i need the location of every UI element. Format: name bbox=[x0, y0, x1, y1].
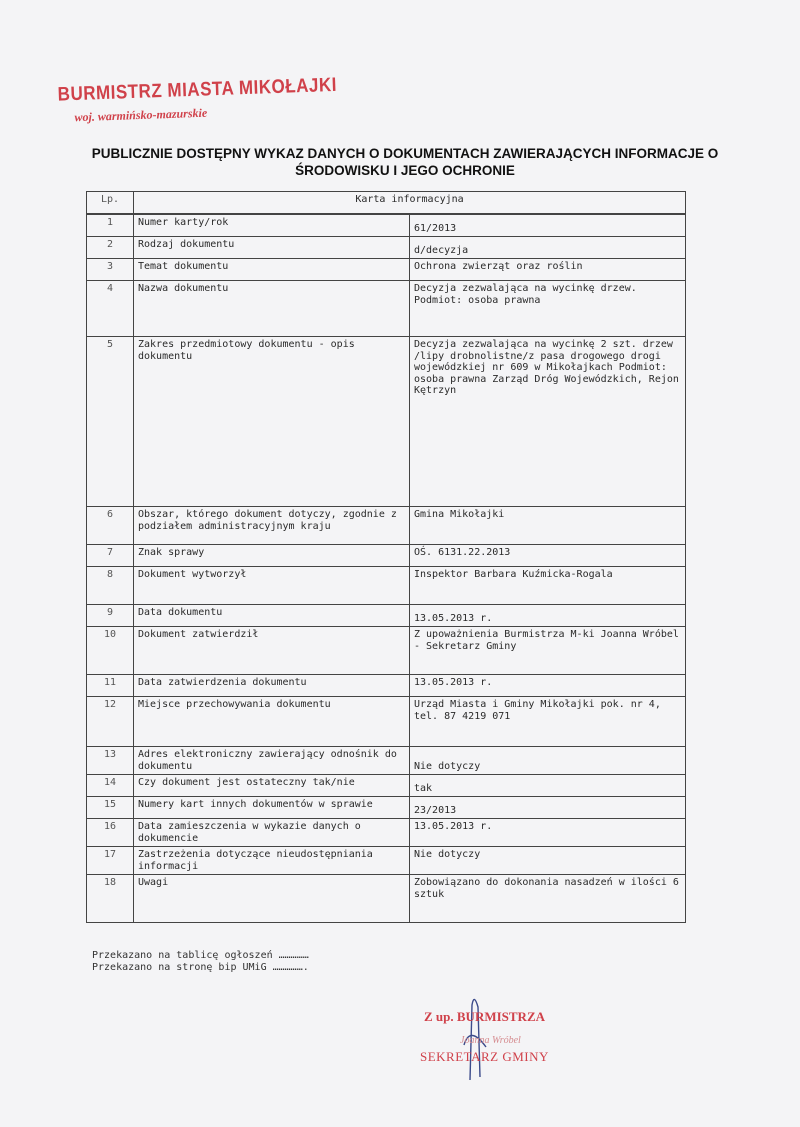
table-row bbox=[87, 819, 686, 847]
office-stamp bbox=[57, 75, 338, 126]
row-number: 13 bbox=[87, 747, 134, 775]
row-value: Gmina Mikołajki bbox=[410, 507, 686, 545]
table-row bbox=[87, 605, 686, 627]
row-label: Obszar, którego dokument dotyczy, zgodnie z podziałem administracyjnym kraju bbox=[134, 507, 410, 545]
footer-notes bbox=[92, 950, 309, 974]
row-label: Temat dokumentu bbox=[134, 259, 410, 281]
row-label: Zakres przedmiotowy dokumentu - opis dokumentu bbox=[134, 337, 410, 507]
row-label: Uwagi bbox=[134, 875, 410, 923]
row-label: Dokument wytworzył bbox=[134, 567, 410, 605]
table-row bbox=[87, 697, 686, 747]
row-number: 10 bbox=[87, 627, 134, 675]
row-label: Data zamieszczenia w wykazie danych o dokumencie bbox=[134, 819, 410, 847]
row-number: 2 bbox=[87, 237, 134, 259]
stamp-title: BURMISTRZ MIASTA MIKOŁAJKI bbox=[57, 73, 338, 106]
row-value: 13.05.2013 r. bbox=[410, 605, 686, 627]
row-number: 12 bbox=[87, 697, 134, 747]
row-value: 61/2013 bbox=[410, 215, 686, 237]
table-row bbox=[87, 567, 686, 605]
footer-tablica: Przekazano na tablicę ogłoszeń …………… bbox=[92, 950, 309, 961]
row-number: 8 bbox=[87, 567, 134, 605]
info-card-table bbox=[86, 191, 686, 923]
row-value: Nie dotyczy bbox=[410, 847, 686, 875]
row-number: 18 bbox=[87, 875, 134, 923]
table-row bbox=[87, 507, 686, 545]
row-value: Urząd Miasta i Gminy Mikołajki pok. nr 4, tel. 87 4219 071 bbox=[410, 697, 686, 747]
row-value: tak bbox=[410, 775, 686, 797]
row-value: d/decyzja bbox=[410, 237, 686, 259]
table-row bbox=[87, 627, 686, 675]
signature-title: SEKRETARZ GMINY bbox=[420, 1049, 549, 1064]
table-row bbox=[87, 797, 686, 819]
row-value: OŚ. 6131.22.2013 bbox=[410, 545, 686, 567]
table-header-row bbox=[87, 192, 686, 214]
row-number: 16 bbox=[87, 819, 134, 847]
table-row bbox=[87, 847, 686, 875]
signature-stamp bbox=[420, 1005, 580, 1085]
signature-name: Joanna Wróbel bbox=[460, 1035, 521, 1046]
table-row bbox=[87, 337, 686, 507]
stamp-region: woj. warmińsko-mazurskie bbox=[74, 105, 208, 125]
table-row bbox=[87, 875, 686, 923]
row-number: 14 bbox=[87, 775, 134, 797]
document-heading bbox=[80, 145, 730, 179]
row-value: Inspektor Barbara Kuźmicka-Rogala bbox=[410, 567, 686, 605]
row-label: Data dokumentu bbox=[134, 605, 410, 627]
heading-line-2: ŚRODOWISKU I JEGO OCHRONIE bbox=[295, 163, 515, 178]
row-value: Zobowiązano do dokonania nasadzeń w ilości 6 sztuk bbox=[410, 875, 686, 923]
row-label: Numer karty/rok bbox=[134, 215, 410, 237]
row-number: 7 bbox=[87, 545, 134, 567]
row-number: 3 bbox=[87, 259, 134, 281]
row-number: 17 bbox=[87, 847, 134, 875]
row-label: Czy dokument jest ostateczny tak/nie bbox=[134, 775, 410, 797]
row-label: Znak sprawy bbox=[134, 545, 410, 567]
row-label: Miejsce przechowywania dokumentu bbox=[134, 697, 410, 747]
footer-bip: Przekazano na stronę bip UMiG ……………. bbox=[92, 962, 309, 973]
row-number: 15 bbox=[87, 797, 134, 819]
row-value: Decyzja zezwalająca na wycinkę 2 szt. drzew /lipy drobnolistne/z pasa drogowego drogi wojewódzkiej nr 609 w Mikołajkach Podmiot: osoba prawna Zarząd Dróg Wojewódzkich, Rejon Kętrzyn bbox=[410, 337, 686, 507]
header-karta: Karta informacyjna bbox=[134, 192, 686, 214]
row-value: 13.05.2013 r. bbox=[410, 675, 686, 697]
row-label: Nazwa dokumentu bbox=[134, 281, 410, 337]
row-label: Rodzaj dokumentu bbox=[134, 237, 410, 259]
row-value: Decyzja zezwalająca na wycinkę drzew. Podmiot: osoba prawna bbox=[410, 281, 686, 337]
table-row bbox=[87, 775, 686, 797]
row-number: 11 bbox=[87, 675, 134, 697]
row-number: 1 bbox=[87, 215, 134, 237]
row-label: Numery kart innych dokumentów w sprawie bbox=[134, 797, 410, 819]
row-number: 9 bbox=[87, 605, 134, 627]
table-row bbox=[87, 281, 686, 337]
row-value: 13.05.2013 r. bbox=[410, 819, 686, 847]
table-row bbox=[87, 215, 686, 237]
row-value: Nie dotyczy bbox=[410, 747, 686, 775]
row-value: 23/2013 bbox=[410, 797, 686, 819]
row-label: Adres elektroniczny zawierający odnośnik do dokumentu bbox=[134, 747, 410, 775]
signature-line-1: Z up. BURMISTRZA bbox=[424, 1009, 546, 1024]
table-row bbox=[87, 675, 686, 697]
header-lp: Lp. bbox=[87, 192, 134, 214]
table-row bbox=[87, 237, 686, 259]
table-row bbox=[87, 259, 686, 281]
row-number: 6 bbox=[87, 507, 134, 545]
row-number: 5 bbox=[87, 337, 134, 507]
table-row bbox=[87, 747, 686, 775]
row-label: Dokument zatwierdził bbox=[134, 627, 410, 675]
row-label: Zastrzeżenia dotyczące nieudostępniania informacji bbox=[134, 847, 410, 875]
heading-line-1: PUBLICZNIE DOSTĘPNY WYKAZ DANYCH O DOKUMENTACH ZAWIERAJĄCYCH INFORMACJE O bbox=[91, 146, 719, 161]
row-number: 4 bbox=[87, 281, 134, 337]
table-row bbox=[87, 545, 686, 567]
row-value: Z upoważnienia Burmistrza M-ki Joanna Wróbel - Sekretarz Gminy bbox=[410, 627, 686, 675]
row-value: Ochrona zwierząt oraz roślin bbox=[410, 259, 686, 281]
row-label: Data zatwierdzenia dokumentu bbox=[134, 675, 410, 697]
